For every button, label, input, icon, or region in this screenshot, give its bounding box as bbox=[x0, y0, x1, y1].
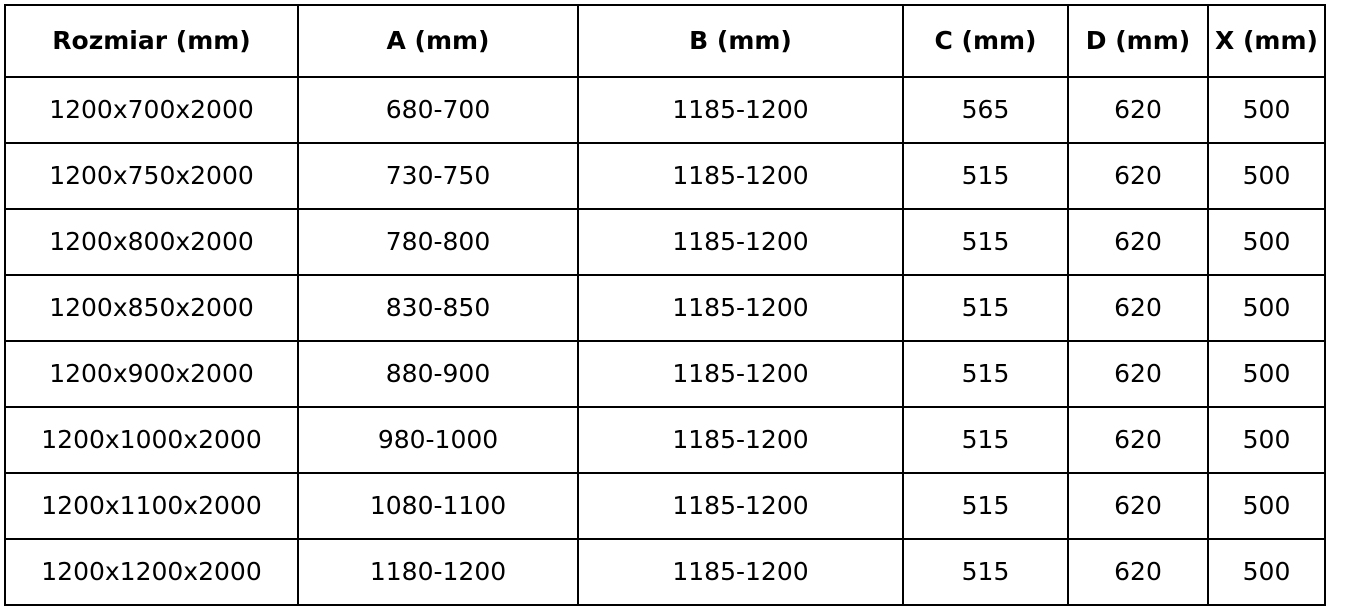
cell-b: 1185-1200 bbox=[578, 209, 903, 275]
cell-a: 1080-1100 bbox=[298, 473, 578, 539]
cell-d: 620 bbox=[1068, 407, 1208, 473]
cell-c: 515 bbox=[903, 473, 1068, 539]
cell-a: 880-900 bbox=[298, 341, 578, 407]
cell-d: 620 bbox=[1068, 341, 1208, 407]
cell-rozmiar: 1200x700x2000 bbox=[5, 77, 298, 143]
cell-d: 620 bbox=[1068, 539, 1208, 605]
cell-d: 620 bbox=[1068, 77, 1208, 143]
cell-x: 500 bbox=[1208, 539, 1325, 605]
table-row bbox=[5, 341, 1325, 407]
table-header-row bbox=[5, 5, 1325, 77]
cell-b: 1185-1200 bbox=[578, 341, 903, 407]
cell-a: 730-750 bbox=[298, 143, 578, 209]
cell-c: 515 bbox=[903, 539, 1068, 605]
cell-rozmiar: 1200x850x2000 bbox=[5, 275, 298, 341]
cell-a: 1180-1200 bbox=[298, 539, 578, 605]
cell-a: 680-700 bbox=[298, 77, 578, 143]
cell-c: 515 bbox=[903, 209, 1068, 275]
cell-c: 565 bbox=[903, 77, 1068, 143]
table-row bbox=[5, 539, 1325, 605]
cell-x: 500 bbox=[1208, 341, 1325, 407]
cell-rozmiar: 1200x900x2000 bbox=[5, 341, 298, 407]
table-header bbox=[5, 5, 1325, 77]
cell-b: 1185-1200 bbox=[578, 275, 903, 341]
table-row bbox=[5, 143, 1325, 209]
column-header-b: B (mm) bbox=[578, 5, 903, 77]
cell-b: 1185-1200 bbox=[578, 407, 903, 473]
column-header-c: C (mm) bbox=[903, 5, 1068, 77]
cell-rozmiar: 1200x1200x2000 bbox=[5, 539, 298, 605]
cell-x: 500 bbox=[1208, 275, 1325, 341]
cell-x: 500 bbox=[1208, 143, 1325, 209]
cell-x: 500 bbox=[1208, 407, 1325, 473]
cell-b: 1185-1200 bbox=[578, 539, 903, 605]
cell-d: 620 bbox=[1068, 143, 1208, 209]
cell-d: 620 bbox=[1068, 209, 1208, 275]
cell-b: 1185-1200 bbox=[578, 473, 903, 539]
dimensions-table bbox=[4, 4, 1326, 606]
table-body bbox=[5, 77, 1325, 605]
table-row bbox=[5, 407, 1325, 473]
cell-rozmiar: 1200x1100x2000 bbox=[5, 473, 298, 539]
cell-a: 780-800 bbox=[298, 209, 578, 275]
column-header-d: D (mm) bbox=[1068, 5, 1208, 77]
cell-rozmiar: 1200x800x2000 bbox=[5, 209, 298, 275]
table-row bbox=[5, 275, 1325, 341]
cell-x: 500 bbox=[1208, 209, 1325, 275]
cell-x: 500 bbox=[1208, 77, 1325, 143]
cell-c: 515 bbox=[903, 341, 1068, 407]
cell-c: 515 bbox=[903, 275, 1068, 341]
column-header-a: A (mm) bbox=[298, 5, 578, 77]
cell-b: 1185-1200 bbox=[578, 77, 903, 143]
cell-a: 830-850 bbox=[298, 275, 578, 341]
cell-d: 620 bbox=[1068, 275, 1208, 341]
cell-rozmiar: 1200x1000x2000 bbox=[5, 407, 298, 473]
column-header-x: X (mm) bbox=[1208, 5, 1325, 77]
cell-c: 515 bbox=[903, 143, 1068, 209]
cell-a: 980-1000 bbox=[298, 407, 578, 473]
table-row bbox=[5, 77, 1325, 143]
cell-c: 515 bbox=[903, 407, 1068, 473]
table-row bbox=[5, 473, 1325, 539]
cell-rozmiar: 1200x750x2000 bbox=[5, 143, 298, 209]
column-header-rozmiar: Rozmiar (mm) bbox=[5, 5, 298, 77]
cell-d: 620 bbox=[1068, 473, 1208, 539]
cell-x: 500 bbox=[1208, 473, 1325, 539]
cell-b: 1185-1200 bbox=[578, 143, 903, 209]
table-row bbox=[5, 209, 1325, 275]
